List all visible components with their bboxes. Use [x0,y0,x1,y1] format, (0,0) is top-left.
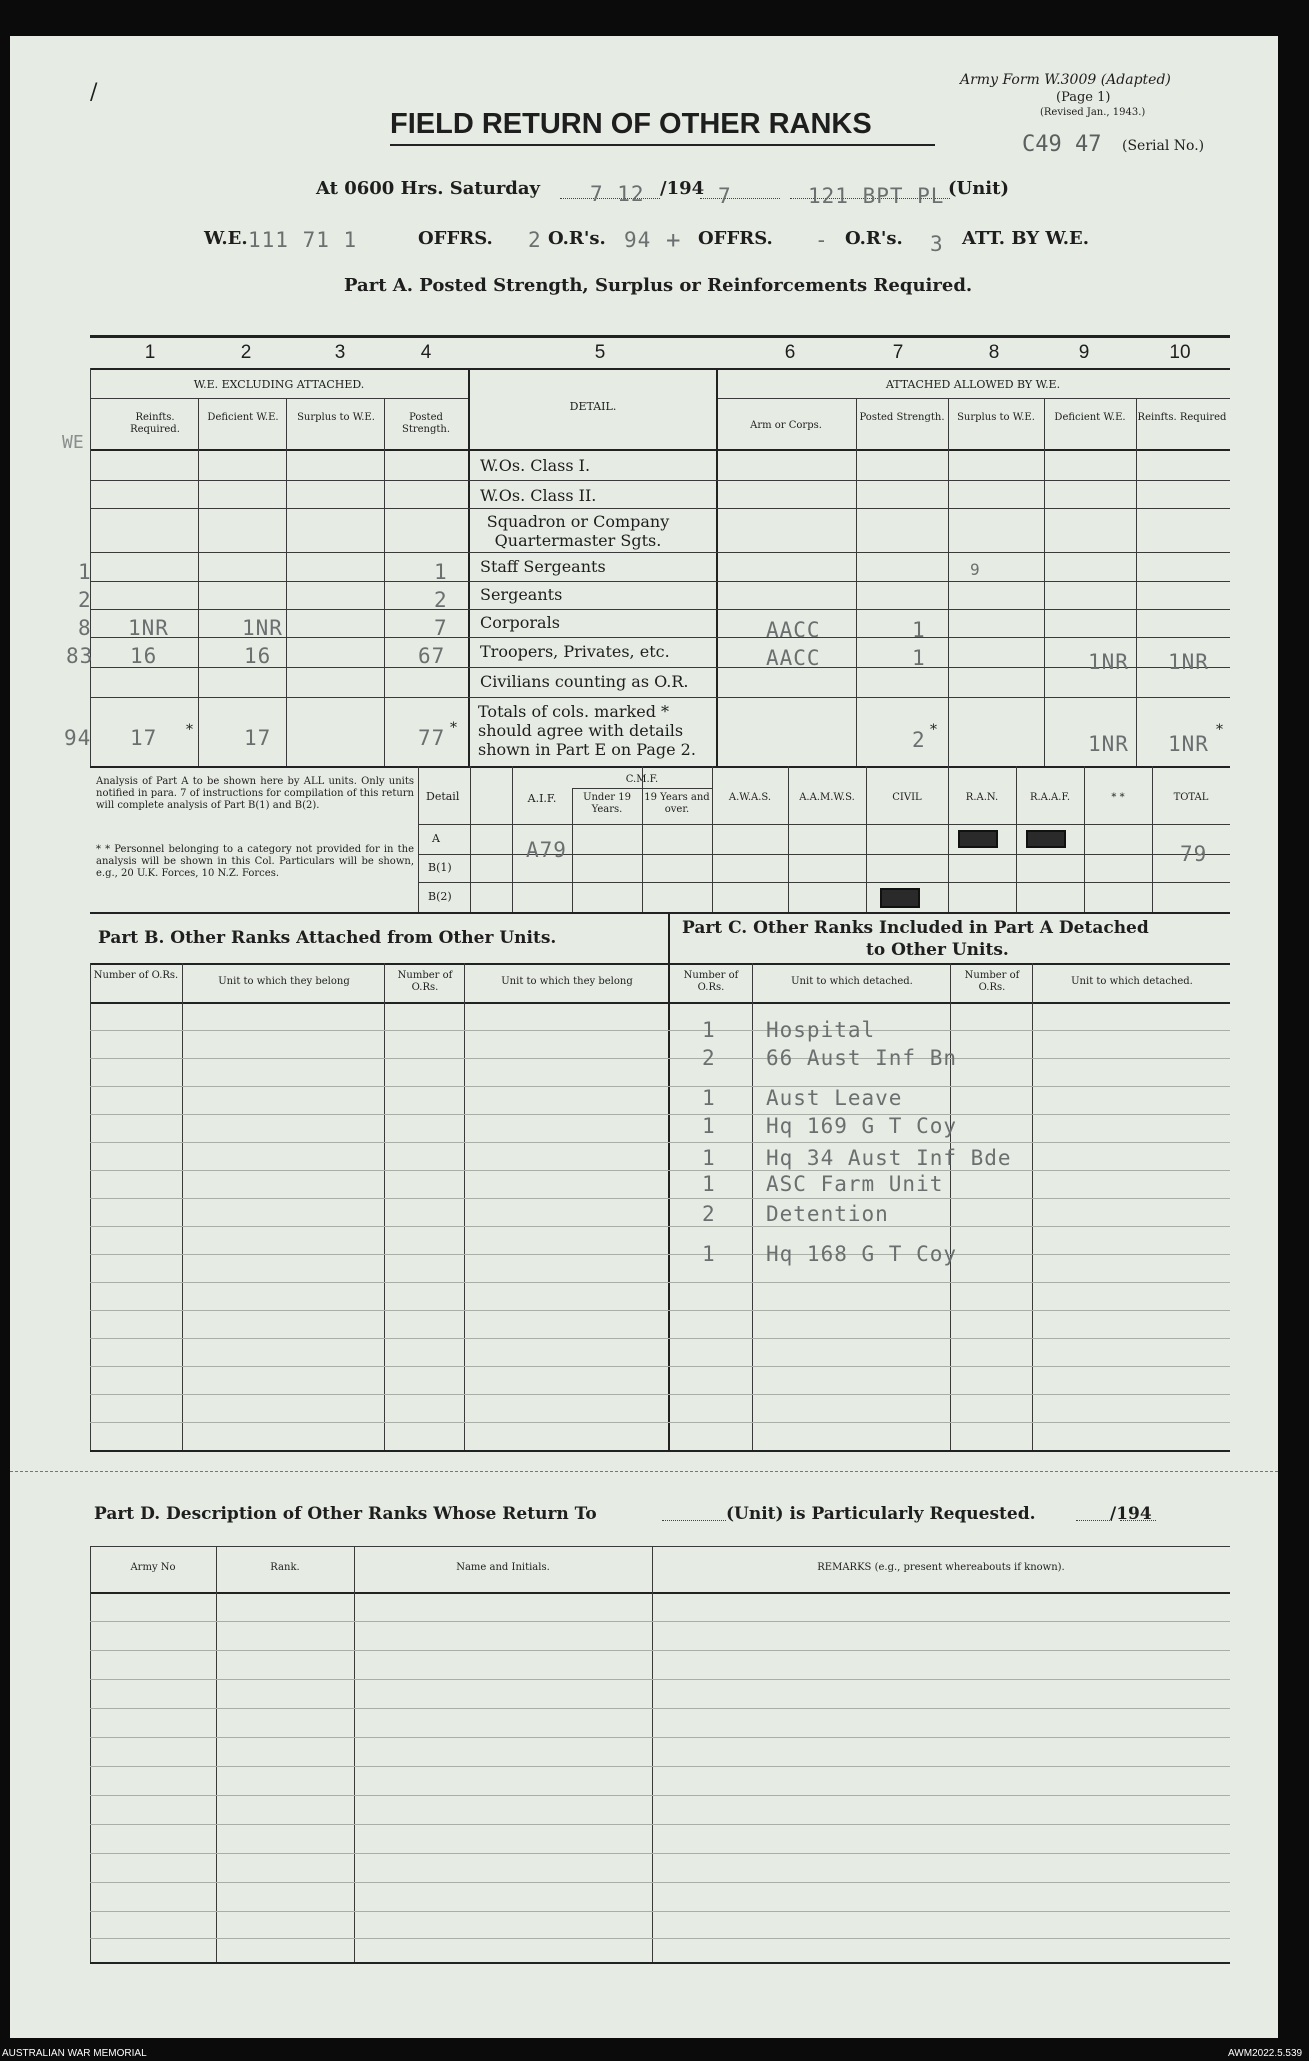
att-deficient-privates: 1NR [1088,650,1129,674]
perforation-line [10,1471,1278,1472]
we-corporals: 8 [78,616,92,640]
arm-corporals: AACC [766,618,821,642]
partC-unit-4: Hq 169 G T Coy [766,1114,958,1138]
analysis-footnote: * * Personnel belonging to a category not provided for in the analysis will be shown in this Col. Particulars will be shown, e.g., 20 U.K. Forces, 10 N.Z. Forces. [96,844,414,879]
att-reinfts-total: 1NR [1168,732,1209,756]
att-surplus-staff-sgts: 9 [970,560,981,579]
ors-value: 94 [624,228,652,252]
ors2-label: O.R's. [845,228,903,249]
redaction-raaf [1026,830,1066,848]
reinfts-privates: 16 [130,644,158,668]
head-deficient-we: Deficient W.E. [207,412,279,423]
posted-sergeants: 2 [434,588,448,612]
partC-num-3: 1 [702,1086,716,1110]
posted-corporals: 7 [434,616,448,640]
head-att-deficient: Deficient W.E. [1054,412,1126,423]
partA-title: Part A. Posted Strength, Surplus or Reinforcements Required. [344,275,973,296]
analysis-under19: Under 19 Years. [583,792,631,815]
group-right-header: ATTACHED ALLOWED BY W.E. [885,378,1061,391]
col-num-5: 5 [594,342,606,363]
analysis-civil: CIVIL [892,792,922,803]
ors2-value: 3 [930,232,944,256]
we-margin-mark: WE [62,432,84,453]
att-posted-total: 2 [912,728,926,752]
att-reinfts-privates: 1NR [1168,650,1209,674]
partC-unit-7: Detention [766,1202,889,1226]
partC-unit-1: Hospital [766,1018,876,1042]
partD-remarks: REMARKS (e.g., present whereabouts if known). [817,1562,1065,1573]
partC-num-5: 1 [702,1146,716,1170]
posted-privates: 67 [418,644,446,668]
detail-civilians: Civilians counting as O.R. [480,672,689,691]
col-num-4: 4 [420,342,432,363]
partC-num-2: 2 [702,1046,716,1070]
head-att-surplus: Surplus to W.E. [957,412,1035,423]
analysis-over19: 19 Years and over. [644,792,710,815]
offrs-label: OFFRS. [418,228,493,249]
detail-staff-sgts: Staff Sergeants [480,557,606,576]
partD-title-unit: (Unit) is Particularly Requested. [726,1504,1036,1524]
reinfts-corporals: 1NR [128,616,169,640]
col-num-7: 7 [892,342,904,363]
analysis-raaf: R.A.A.F. [1029,792,1071,803]
col-num-3: 3 [334,342,346,363]
att-posted-corporals: 1 [912,618,926,642]
col-num-10: 10 [1169,342,1191,363]
analysis-a-total: 79 [1180,842,1208,866]
head-posted-strength: Posted Strength. [401,412,451,435]
partC-num-7: 2 [702,1202,716,1226]
detail-header: DETAIL. [569,400,617,413]
analysis-row-b1: B(1) [428,861,452,874]
partC-num-8: 1 [702,1242,716,1266]
ors-label: O.R's. [548,228,606,249]
we-privates: 83 [66,644,94,668]
detail-wo2: W.Os. Class II. [480,486,597,505]
analysis-awas: A.W.A.S. [728,792,772,803]
offrs2-label: OFFRS. [698,228,773,249]
partB-title: Part B. Other Ranks Attached from Other Units. [98,928,557,948]
partB-num-head-2: Number of O.Rs. [397,970,453,993]
partD-army-no: Army No [130,1562,176,1573]
col-num-6: 6 [784,342,796,363]
serial-label: (Serial No.) [1122,138,1205,154]
partB-unit-head-1: Unit to which they belong [218,976,350,987]
partC-unit-5: Hq 34 Aust Inf Bde [766,1146,1012,1170]
unit-value: 121 BPT PL [808,184,945,208]
deficient-corporals: 1NR [242,616,283,640]
group-left-header: W.E. EXCLUDING ATTACHED. [193,378,365,391]
we-sergeants: 2 [78,588,92,612]
deficient-total: 17 [244,726,272,750]
head-arm-corps: Arm or Corps. [750,420,822,431]
analysis-row-a: A [432,832,440,845]
partC-num-4: 1 [702,1114,716,1138]
analysis-aamws: A.A.M.W.S. [799,792,855,803]
analysis-total: TOTAL [1173,792,1209,803]
col-num-1: 1 [144,342,156,363]
detail-corporals: Corporals [480,613,560,632]
offrs2-value: - [815,228,829,252]
analysis-note: Analysis of Part A to be shown here by ALL units. Only units notified in para. 7 of instructions for compilation of this return will complete analysis of Part B(1) and B(2). [96,776,414,811]
form-id: Army Form W.3009 (Adapted) [960,72,1171,88]
form-revised: (Revised Jan., 1943.) [1040,107,1146,118]
arm-privates: AACC [766,646,821,670]
we-total: 94 [64,726,92,750]
partC-num-head-1: Number of O.Rs. [683,970,739,993]
star-c10: * [1216,722,1223,738]
partD-rank: Rank. [270,1562,300,1573]
analysis-row-b2: B(2) [428,890,452,903]
partB-unit-head-2: Unit to which they belong [501,976,633,987]
analysis-aif: A.I.F. [527,792,557,805]
we-value: 111 71 1 [248,228,358,252]
posted-staff-sgts: 1 [434,560,448,584]
analysis-cmf: C.M.F. [625,774,659,785]
footer-accession: AWM2022.5.539 [1228,2048,1303,2059]
footer-source: AUSTRALIAN WAR MEMORIAL [2,2048,147,2059]
margin-mark: / [90,80,98,105]
analysis-starstar: * * [1111,792,1125,803]
head-surplus-we: Surplus to W.E. [297,412,375,423]
detail-wo1: W.Os. Class I. [480,456,591,475]
we-label: W.E. [204,228,248,249]
offrs-value: 2 [528,228,542,252]
partB-num-head-1: Number of O.Rs. [93,970,179,981]
star-c7: * [930,722,937,738]
plus-sign: + [666,226,682,254]
head-reinfts-required: Reinfts. Required. [130,412,180,435]
partC-subtitle: to Other Units. [866,940,1009,960]
analysis-a-aif: A79 [526,838,567,862]
partD-name: Name and Initials. [456,1562,550,1573]
detail-totals: Totals of cols. marked * should agree with details shown in Part E on Page 2. [478,702,696,759]
at-label: At 0600 Hrs. Saturday [316,178,541,199]
att-posted-privates: 1 [912,646,926,670]
partD-title: Part D. Description of Other Ranks Whose Return To [94,1504,597,1524]
year-value: 7 [718,184,732,208]
analysis-detail: Detail [426,790,460,803]
detail-privates: Troopers, Privates, etc. [480,642,670,661]
partC-num-1: 1 [702,1018,716,1042]
partC-unit-3: Aust Leave [766,1086,903,1110]
partC-num-head-2: Number of O.Rs. [964,970,1020,993]
partC-unit-head-1: Unit to which detached. [791,976,913,987]
detail-sergeants: Sergeants [480,585,563,604]
partC-unit-8: Hq 168 G T Coy [766,1242,958,1266]
reinfts-total: 17 [130,726,158,750]
col-num-2: 2 [240,342,252,363]
partC-unit-6: ASC Farm Unit [766,1172,944,1196]
detail-cqms: Squadron or Company Quartermaster Sgts. [486,512,670,550]
deficient-privates: 16 [244,644,272,668]
unit-label: (Unit) [948,178,1009,199]
form-page: (Page 1) [1056,90,1111,105]
analysis-ran: R.A.N. [965,792,999,803]
star-c4: * [450,720,457,736]
col-num-8: 8 [988,342,1000,363]
serial-value: C49 47 [1022,132,1102,157]
partC-title: Part C. Other Ranks Included in Part A Detached [682,918,1149,938]
head-att-reinfts: Reinfts. Required [1137,412,1227,423]
att-label: ATT. BY W.E. [962,228,1090,249]
partD-title-date: /194 [1110,1504,1152,1524]
redaction-civil [880,888,920,908]
year-label: /194 [660,178,705,199]
partC-unit-head-2: Unit to which detached. [1071,976,1193,987]
head-att-posted: Posted Strength. [859,412,945,423]
partC-num-6: 1 [702,1172,716,1196]
posted-total: 77 [418,726,446,750]
date-value: 7 12 [590,182,645,206]
att-deficient-total: 1NR [1088,732,1129,756]
col-num-9: 9 [1078,342,1090,363]
partC-unit-2: 66 Aust Inf Bn [766,1046,958,1070]
page-title: FIELD RETURN OF OTHER RANKS [390,108,872,140]
redaction-ran [958,830,998,848]
we-staff-sgts: 1 [78,560,92,584]
star-c1: * [186,722,193,738]
